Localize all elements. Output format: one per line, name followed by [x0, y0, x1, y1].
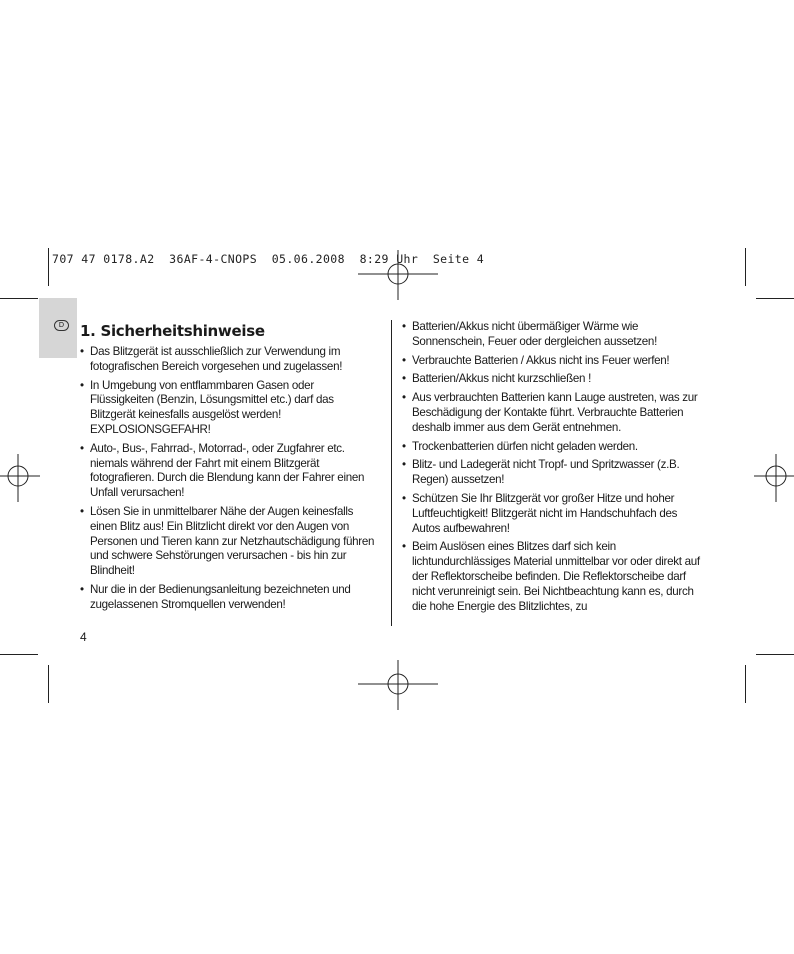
list-item: • Batterien/Akkus nicht übermäßiger Wärme wie Sonnenschein, Feuer oder dergleichen aussetzen! — [402, 320, 702, 350]
section-title: 1. Sicherheitshinweise — [80, 322, 265, 340]
list-item: • Trockenbatterien dürfen nicht geladen werden. — [402, 440, 702, 455]
list-item: • Schützen Sie Ihr Blitzgerät vor großer Hitze und hoher Luftfeuchtigkeit! Blitzgerät nicht im Handschuhfach des Autos aufbewahren! — [402, 492, 702, 536]
print-slug-line: 707 47 0178.A2 36AF-4-CNOPS 05.06.2008 8:29 Uhr Seite 4 — [52, 252, 485, 266]
right-bullet-list — [402, 320, 702, 614]
left-bullet-list — [80, 345, 380, 613]
right-column — [402, 320, 702, 618]
list-item: • Blitz- und Ladegerät nicht Tropf- und Spritzwasser (z.B. Regen) aussetzen! — [402, 458, 702, 488]
list-item: • Lösen Sie in unmittelbarer Nähe der Augen keinesfalls einen Blitz aus! Ein Blitzlicht direkt vor den Augen von Personen und Tieren kann zur Netzhautschädigung führen und schwere Sehstörungen verursachen - bis hin zur Blindheit! — [80, 505, 380, 579]
left-column — [80, 320, 380, 617]
registration-mark-right-icon — [754, 454, 794, 502]
page-number: 4 — [80, 630, 87, 644]
crop-mark-bottom-right-horizontal — [756, 654, 794, 655]
list-item: • Nur die in der Bedienungsanleitung bezeichneten und zugelassenen Stromquellen verwenden! — [80, 583, 380, 613]
list-item: • Batterien/Akkus nicht kurzschließen ! — [402, 372, 702, 387]
crop-mark-top-left-vertical — [48, 248, 49, 286]
list-item: • Verbrauchte Batterien / Akkus nicht ins Feuer werfen! — [402, 354, 702, 369]
crop-mark-top-right-vertical — [745, 248, 746, 286]
list-item: • Beim Auslösen eines Blitzes darf sich kein lichtundurchlässiges Material unmittelbar vor oder direkt auf der Reflektorscheibe befinden. Die Reflektorscheibe darf nicht verunreinigt sein. Bei Nichtbeachtung kann es, durch die hohe Energie des Blitzlichtes, zu — [402, 540, 702, 614]
crop-mark-bottom-right-vertical — [745, 665, 746, 703]
registration-mark-bottom-icon — [358, 660, 438, 710]
registration-mark-top-icon — [358, 250, 438, 300]
crop-mark-top-right-horizontal — [756, 298, 794, 299]
registration-mark-left-icon — [0, 454, 40, 502]
list-item: • Aus verbrauchten Batterien kann Lauge austreten, was zur Beschädigung der Kontakte führt. Verbrauchte Batterien deshalb immer aus dem Gerät entnehmen. — [402, 391, 702, 435]
crop-mark-top-left-horizontal — [0, 298, 38, 299]
language-tab-letter: D — [54, 320, 69, 331]
crop-mark-bottom-left-vertical — [48, 665, 49, 703]
list-item: • In Umgebung von entflammbaren Gasen oder Flüssigkeiten (Benzin, Lösungsmittel etc.) darf das Blitzgerät keinesfalls ausgelöst werden! EXPLOSIONSGEFAHR! — [80, 379, 380, 438]
column-divider — [391, 320, 392, 626]
list-item: • Das Blitzgerät ist ausschließlich zur Verwendung im fotografischen Bereich vorgesehen und zugelassen! — [80, 345, 380, 375]
crop-mark-bottom-left-horizontal — [0, 654, 38, 655]
list-item: • Auto-, Bus-, Fahrrad-, Motorrad-, oder Zugfahrer etc. niemals während der Fahrt mit einem Blitzgerät fotografieren. Durch die Blendung kann der Fahrer einen Unfall verursachen! — [80, 442, 380, 501]
